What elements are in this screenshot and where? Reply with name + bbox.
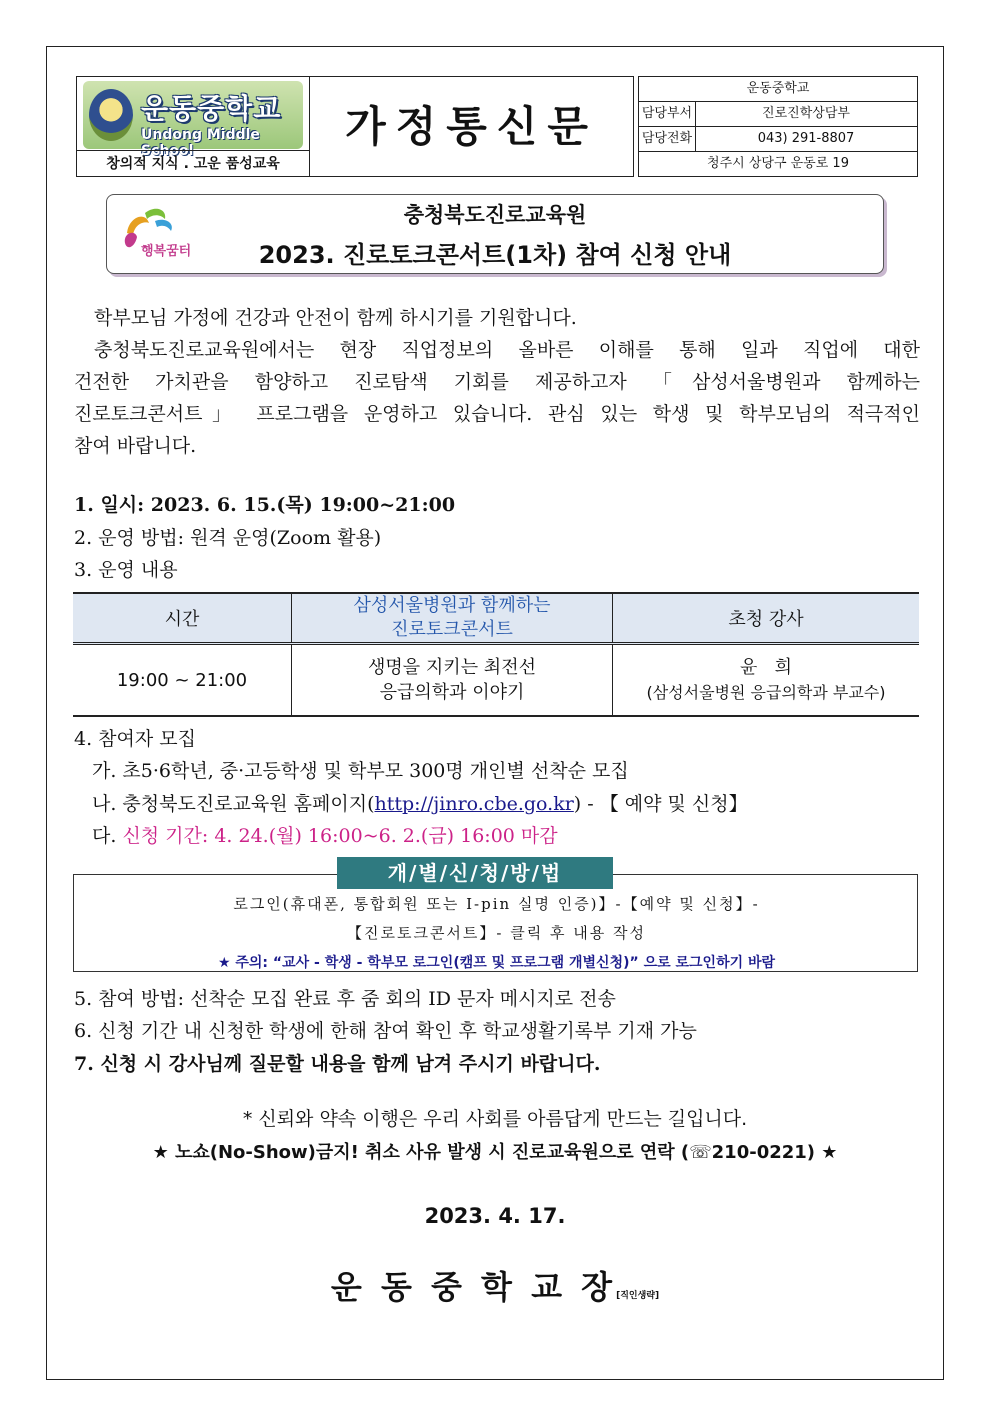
website-prefix: 나. 충청북도진로교육원 홈페이지(: [92, 793, 375, 815]
topic-line2: 응급의학과 이야기: [379, 682, 525, 703]
slogan: * 신뢰와 약속 이행은 우리 사회를 아름답게 만드는 길입니다.: [242, 1108, 748, 1130]
item-record: 6. 신청 기간 내 신청한 학생에 한해 참여 확인 후 학교생활기록부 기재 가능: [74, 1020, 697, 1042]
recruit-target: 가. 초5·6학년, 중·고등학생 및 학부모 300명 개인별 선착순 모집: [92, 760, 629, 782]
period-prefix: 다.: [92, 825, 123, 847]
header-program: [292, 593, 613, 644]
letterhead: [76, 76, 918, 178]
school-logo-box: [76, 76, 310, 177]
recruit-website: [92, 789, 748, 816]
banner-organization: 충청북도진로교육원: [403, 203, 587, 227]
info-key: 담당부서: [639, 102, 696, 126]
item-participation: 5. 참여 방법: 선착순 모집 완료 후 줌 회의 ID 문자 메시지로 전송: [74, 988, 616, 1010]
method-line1: 로그인(휴대폰, 통합회원 또는 I-pin 실명 인증)】-【예약 및 신청】-: [233, 895, 760, 913]
cell-topic: [292, 644, 613, 717]
logo-school-name: 운동중학교: [141, 92, 282, 125]
item-schedule: 1. 일시: 2023. 6. 15.(목) 19:00~21:00: [74, 494, 456, 516]
item-content: 3. 운영 내용: [74, 559, 178, 581]
item-question: 7. 신청 시 강사님께 질문할 내용을 함께 남겨 주시기 바랍니다.: [74, 1053, 601, 1075]
info-row-phone: [639, 127, 917, 152]
header-speaker: 초청 강사: [613, 593, 920, 644]
banner-logo-text: 행복꿈터: [141, 244, 192, 259]
info-key: 담당전화: [639, 127, 696, 151]
issue-date: 2023. 4. 17.: [424, 1204, 566, 1228]
table-header-row: [73, 593, 919, 644]
header-program-line1: 삼성서울병원과 함께하는: [353, 595, 551, 616]
topic-line1: 생명을 지키는 최전선: [368, 657, 536, 678]
intro-line: 진로토크콘서트」 프로그램을 운영하고 있습니다. 관심 있는 학생 및 학부모님의 적극적인: [74, 403, 920, 425]
school-motto: 창의적 지식 . 고운 품성교육: [77, 150, 309, 178]
period-text: 신청 기간: 4. 24.(월) 16:00~6. 2.(금) 16:00 마감: [122, 825, 558, 847]
seal-omitted: [직인생략]: [616, 1291, 660, 1301]
principal-name: 운 동 중 학 교 장: [330, 1268, 617, 1306]
intro-line: 학부모님 가정에 건강과 안전이 함께 하시기를 기원합니다.: [94, 307, 577, 329]
contact-info-table: [638, 76, 918, 177]
method-title: 개/별/신/청/방/법: [337, 857, 613, 889]
document-title: 가정통신문: [310, 76, 634, 177]
noshow-notice: ★ 노쇼(No-Show)금지! 취소 사유 발생 시 진로교육원으로 연락 (☏210-0221) ★: [152, 1142, 838, 1163]
info-value: 043) 291-8807: [757, 131, 855, 146]
item-method: 2. 운영 방법: 원격 운영(Zoom 활용): [74, 527, 382, 549]
school-emblem-icon: [89, 89, 133, 141]
info-value: 진로진학상담부: [762, 106, 850, 121]
cell-speaker: [613, 644, 920, 717]
method-line2: 【진로토크콘서트】- 클릭 후 내용 작성: [346, 924, 646, 942]
intro-line: 건전한 가치관을 함양하고 진로탐색 기회를 제공하고자 「삼성서울병원과 함께하는: [74, 371, 920, 393]
info-row-department: [639, 102, 917, 127]
speaker-name: 윤 희: [740, 657, 792, 678]
website-suffix: ) - 【 예약 및 신청】: [573, 793, 748, 815]
info-school: 운동중학교: [639, 77, 917, 102]
website-link[interactable]: http://jinro.cbe.go.kr: [374, 793, 574, 815]
intro-line: 충청북도진로교육원에서는 현장 직업정보의 올바른 이해를 통해 일과 직업에 대한: [94, 339, 920, 361]
speaker-title: (삼성서울병원 응급의학과 부교수): [646, 683, 886, 702]
header-program-line2: 진로토크콘서트: [391, 619, 513, 640]
school-logo: [83, 81, 303, 159]
schedule-table: [73, 592, 919, 717]
principal-signature: [46, 1262, 944, 1308]
logo-english-name: Undong Middle School: [141, 127, 260, 159]
title-banner: [106, 194, 884, 274]
method-note: ★ 주의: “교사 - 학생 - 학부모 로그인(캠프 및 프로그램 개별신청)” 으로 로그인하기 바람: [217, 955, 776, 971]
info-address: 청주시 상당구 운동로 19: [707, 156, 849, 171]
table-row: [73, 644, 919, 717]
cell-time: 19:00 ~ 21:00: [73, 644, 292, 717]
recruit-period: [92, 821, 558, 848]
banner-title: 2023. 진로토크콘서트(1차) 참여 신청 안내: [258, 241, 732, 269]
intro-line: 참여 바랍니다.: [74, 435, 197, 457]
intro-paragraph: [74, 302, 920, 462]
item-recruit: 4. 참여자 모집: [74, 728, 196, 750]
header-time: 시간: [73, 593, 292, 644]
